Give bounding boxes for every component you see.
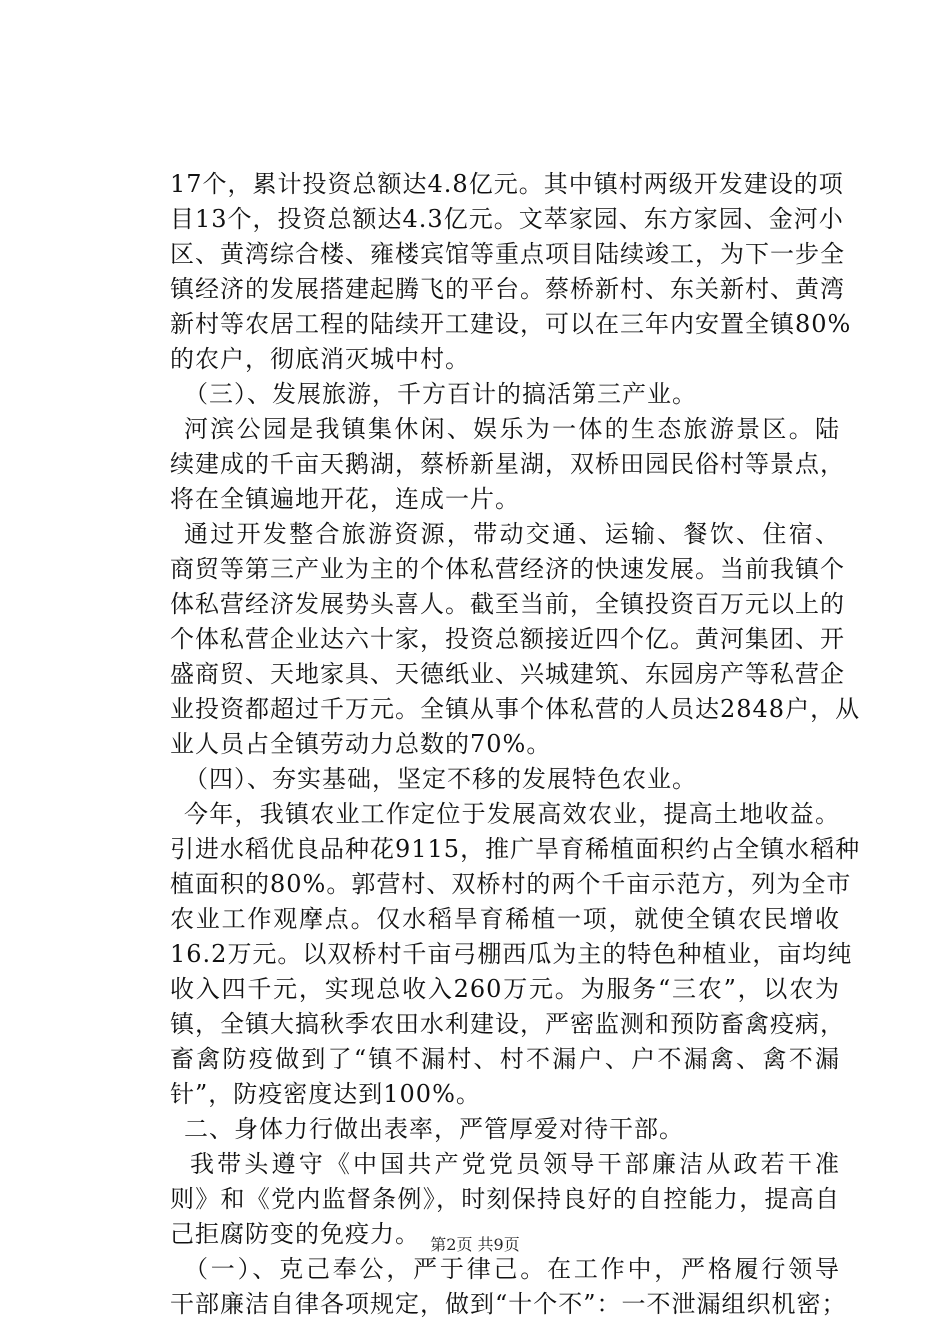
text-line: 通过开发整合旅游资源，带动交通、运输、餐饮、住宿、 — [184, 520, 840, 548]
text-line: 目13个，投资总额达4.3亿元。文萃家园、东方家园、金河小 — [170, 205, 844, 233]
text-line: 业人员占全镇劳动力总数的70%。 — [170, 730, 552, 758]
text-line: 我带头遵守《中国共产党党员领导干部廉洁从政若干准 — [190, 1150, 840, 1178]
text-line: 则》和《党内监督条例》，时刻保持良好的自控能力，提高自 — [170, 1185, 840, 1213]
section-heading: （四）、夯实基础，坚定不移的发展特色农业。 — [184, 765, 697, 793]
section-heading: 二、身体力行做出表率，严管厚爱对待干部。 — [184, 1115, 684, 1143]
text-line: 16.2万元。以双桥村千亩弓棚西瓜为主的特色种植业，亩均纯 — [170, 940, 853, 968]
text-line: 17个，累计投资总额达4.8亿元。其中镇村两级开发建设的项 — [170, 170, 844, 198]
text-line: 农业工作观摩点。仅水稻旱育稀植一项，就使全镇农民增收 — [170, 905, 840, 933]
page-number-footer: 第2页 共9页 — [430, 1235, 520, 1254]
text-line: 针”，防疫密度达到100%。 — [170, 1080, 481, 1108]
text-line: （一）、克己奉公，严于律己。在工作中，严格履行领导 — [184, 1255, 840, 1283]
text-line: 将在全镇遍地开花，连成一片。 — [170, 485, 520, 513]
text-line: 引进水稻优良品种花9115，推广旱育稀植面积约占全镇水稻种 — [170, 835, 861, 863]
text-line: 的农户，彻底消灭城中村。 — [170, 345, 470, 373]
text-line: 植面积的80%。郭营村、双桥村的两个千亩示范方，列为全市 — [170, 870, 852, 898]
text-line: 续建成的千亩天鹅湖，蔡桥新星湖，双桥田园民俗村等景点， — [170, 450, 845, 478]
text-line: 区、黄湾综合楼、雍楼宾馆等重点项目陆续竣工，为下一步全 — [170, 240, 845, 268]
text-line: 商贸等第三产业为主的个体私营经济的快速发展。当前我镇个 — [170, 555, 845, 583]
text-line: 盛商贸、天地家具、天德纸业、兴城建筑、东园房产等私营企 — [170, 660, 845, 688]
text-line: 河滨公园是我镇集休闲、娱乐为一体的生态旅游景区。陆 — [184, 415, 840, 443]
text-line: 收入四千元，实现总收入260万元。为服务“三农”，以农为 — [170, 975, 840, 1003]
text-line: 今年，我镇农业工作定位于发展高效农业，提高土地收益。 — [184, 800, 840, 828]
text-line: 畜禽防疫做到了“镇不漏村、村不漏户、户不漏禽、禽不漏 — [170, 1045, 840, 1073]
text-line: 己拒腐防变的免疫力。 — [170, 1220, 420, 1248]
text-line: 干部廉洁自律各项规定，做到“十个不”：一不泄漏组织机密； — [170, 1290, 847, 1318]
text-line: 体私营经济发展势头喜人。截至当前，全镇投资百万元以上的 — [170, 590, 845, 618]
text-line: 业投资都超过千万元。全镇从事个体私营的人员达2848户，从 — [170, 695, 861, 723]
text-line: 个体私营企业达六十家，投资总额接近四个亿。黄河集团、开 — [170, 625, 845, 653]
document-body — [170, 167, 861, 1322]
text-line: 新村等农居工程的陆续开工建设，可以在三年内安置全镇80% — [170, 310, 852, 338]
text-line: 镇经济的发展搭建起腾飞的平台。蔡桥新村、东关新村、黄湾 — [170, 275, 845, 303]
text-line: 镇，全镇大搞秋季农田水利建设，严密监测和预防畜禽疫病， — [170, 1010, 845, 1038]
section-heading: （三）、发展旅游，千方百计的搞活第三产业。 — [184, 380, 697, 408]
